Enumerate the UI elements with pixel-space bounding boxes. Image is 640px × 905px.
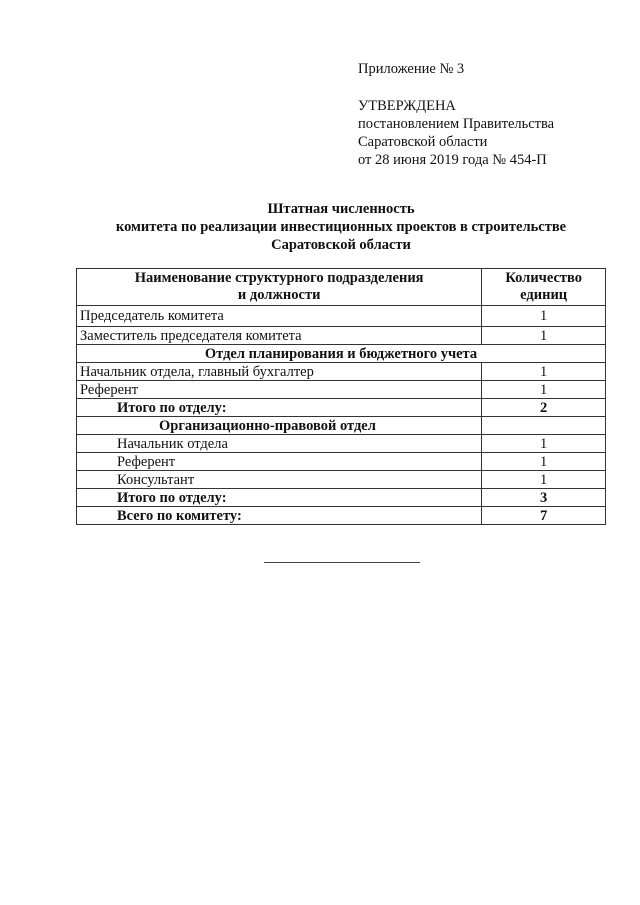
position-name: Заместитель председателя комитета <box>77 327 482 345</box>
subtotal-count: 2 <box>482 399 606 417</box>
section-count <box>482 417 606 435</box>
table-row <box>77 327 606 345</box>
total-row <box>77 507 606 525</box>
subtotal-row <box>77 489 606 507</box>
position-name: Референт <box>77 453 482 471</box>
approval-line-3: от 28 июня 2019 года № 454-П <box>358 152 547 168</box>
position-count: 1 <box>482 381 606 399</box>
total-label: Всего по комитету: <box>77 507 482 525</box>
staff-table <box>76 268 606 525</box>
approved-label: УТВЕРЖДЕНА <box>358 98 456 114</box>
header-count: Количество единиц <box>482 269 606 306</box>
total-count: 7 <box>482 507 606 525</box>
table-row <box>77 435 606 453</box>
position-name: Председатель комитета <box>77 306 482 327</box>
subtotal-label: Итого по отделу: <box>77 489 482 507</box>
approval-line-1: постановлением Правительства <box>358 116 555 132</box>
subtotal-row <box>77 399 606 417</box>
approval-block <box>358 60 554 169</box>
position-count: 1 <box>482 327 606 345</box>
document-title <box>76 200 606 254</box>
subtotal-count: 3 <box>482 489 606 507</box>
table-row <box>77 453 606 471</box>
table-row <box>77 363 606 381</box>
position-count: 1 <box>482 435 606 453</box>
position-name: Консультант <box>77 471 482 489</box>
section-row <box>77 345 606 363</box>
position-name: Начальник отдела <box>77 435 482 453</box>
section-title: Отдел планирования и бюджетного учета <box>77 345 606 363</box>
section-title: Организационно-правовой отдел <box>77 417 482 435</box>
appendix-number: Приложение № 3 <box>358 61 465 77</box>
position-count: 1 <box>482 453 606 471</box>
section-row <box>77 417 606 435</box>
table-row <box>77 381 606 399</box>
table-row <box>77 306 606 327</box>
subtotal-label: Итого по отделу: <box>77 399 482 417</box>
title-line-1: Штатная численность <box>267 201 415 217</box>
position-name: Начальник отдела, главный бухгалтер <box>77 363 482 381</box>
title-line-3: Саратовской области <box>271 237 411 253</box>
position-count: 1 <box>482 306 606 327</box>
position-count: 1 <box>482 471 606 489</box>
table-row <box>77 471 606 489</box>
table-header-row <box>77 269 606 306</box>
closing-line <box>264 562 420 563</box>
position-count: 1 <box>482 363 606 381</box>
title-line-2: комитета по реализации инвестиционных проектов в строительстве <box>115 219 567 235</box>
header-name: Наименование структурного подразделения и должности <box>77 269 482 306</box>
approval-line-2: Саратовской области <box>358 134 488 150</box>
position-name: Референт <box>77 381 482 399</box>
